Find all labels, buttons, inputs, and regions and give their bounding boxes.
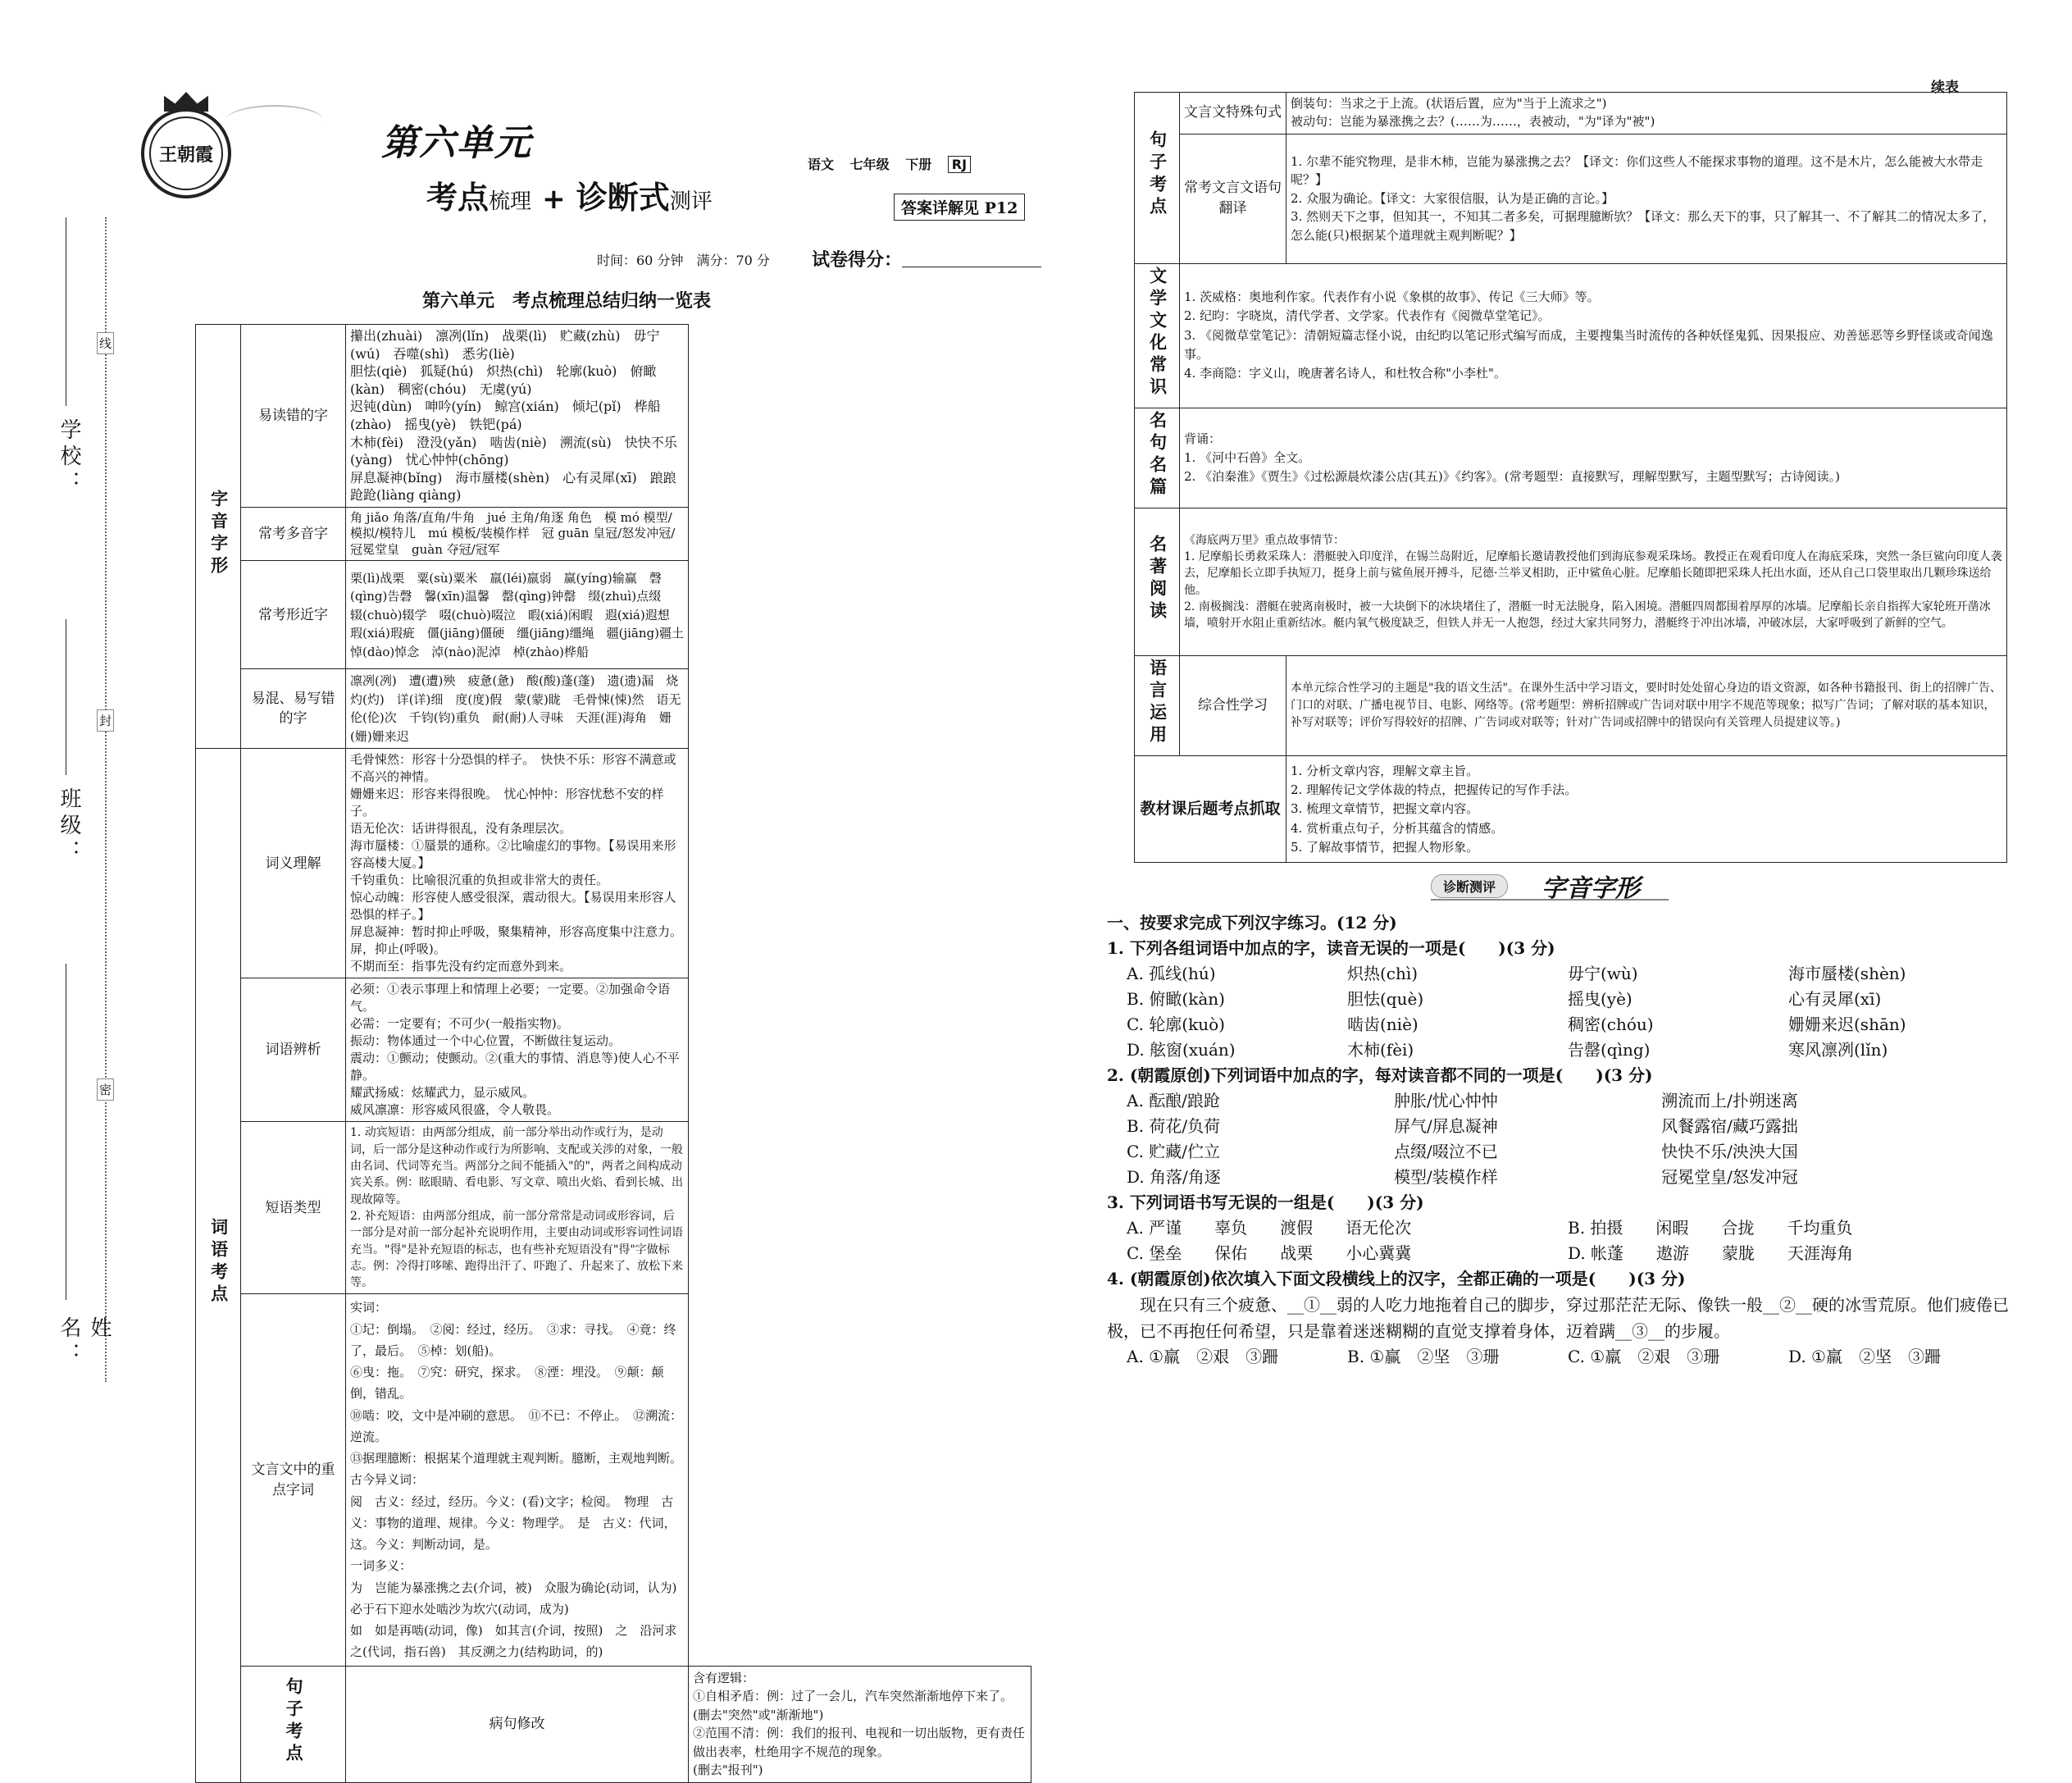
row-label-discrimination: 词语辨析 <box>241 978 346 1122</box>
row-content-confusable: 凛冽(冽) 遭(遭)殃 疲惫(惫) 酸(酸)蓬(蓬) 遗(遗)漏 烧灼(灼) 详(详)细 度(度)假 蒙(蒙)眬 毛骨悚(悚)然 语无伦(伦)次 千钧(钧)重负 耐(耐)人寻味 天涯(涯)海角 姗(姗)姗来迟 <box>346 669 689 749</box>
crown-icon <box>164 92 208 112</box>
heading-plus: + <box>542 183 566 216</box>
question-2: 2. (朝霞原创)下列词语中加点的字，每对读音都不同的一项是( )(3 分) <box>1107 1065 1653 1085</box>
continued-label: 续表 <box>1931 80 1959 96</box>
row-content-meanings: 毛骨悚然：形容十分恐惧的样子。 快快不乐：形容不满意或不高兴的神情。 姗姗来迟：形容来得很晚。 忧心忡忡：形容忧愁不安的样子。 语无伦次：话讲得很乱，没有条理层次。 海市蜃楼：①蜃景的通称。②比喻虚幻的事物。【易误用来形容高楼大厦。】 千钧重负：比喻很沉重的负担或非常大的责任。 惊心动魄：形容使人感受很深，震动很大。【易误用来形容人恐惧的样子。】 屏息凝神：暂时抑止呼吸，聚集精神，形容高度集中注意力。屏，抑止(呼吸)。 不期而至：指事先没有约定而意外到来。 <box>346 749 689 978</box>
row-content-discrimination: 必须：①表示事理上和情理上必要；一定要。②加强命令语气。 必需：一定要有；不可少(一般指实物)。 振动：物体通过一个中心位置，不断做往复运动。 震动：①颤动；使颤动。②(重大的事情、消息等)使人心不平静。 耀武扬威：炫耀武力，显示威风。 威风凛凛：形容威风很盛，令人敬畏。 <box>346 978 689 1122</box>
exam-time-score: 时间：60 分钟 满分：70 分 <box>597 253 770 268</box>
tag-volume: 下册 <box>905 157 932 172</box>
name-label: 姓名： <box>57 1316 112 1369</box>
unit-title: 第六单元 <box>381 122 532 164</box>
binding-margin <box>49 217 115 1382</box>
cat-language-use: 语言运用 <box>1135 656 1180 756</box>
question-4: 4. (朝霞原创)依次填入下面文段横线上的汉字，全都正确的一项是( )(3 分) <box>1107 1269 1686 1288</box>
cat-classics: 名著阅读 <box>1135 508 1180 656</box>
answer-reference: 答案详解见 P12 <box>894 194 1025 221</box>
row-label-classical-words: 文言文中的重点字词 <box>241 1294 346 1666</box>
row-content-readings: 攥出(zhuài) 凛冽(lǐn) 战栗(lì) 贮藏(zhù) 毋宁(wú) 吞噬(shì) 悉劣(liè) 胆怯(qiè) 狐疑(hú) 炽热(chì) 轮廓(kuò) 俯瞰(kàn) 稠密(chóu) 无虞(yú) 迟钝(dùn) 呻吟(yín) 鲸宫(xián) 倾圮(pǐ) 桦船(zhào) 摇曳(yè) 铁钯(pá) 木柿(fèi) 澄没(yǎn) 啮齿(niè) 溯流(sù) 快快不乐(yàng) 忧心忡忡(chōng) 屏息凝神(bǐng) 海市蜃楼(shèn) 心有灵犀(xī) 踉踉跄跄(liàng qiàng) <box>346 325 689 508</box>
class-label: 班级： <box>57 787 81 866</box>
cat-literature: 文学文化常识 <box>1135 263 1180 408</box>
row-label-readings: 易读错的字 <box>241 325 346 508</box>
q1-option-b[interactable]: B. 俯瞰(kàn) 胆怯(què) 摇曳(yè) 心有灵犀(xī) <box>1127 989 1882 1009</box>
subject-tags <box>808 154 971 173</box>
heading-zhenduanshi: 诊断式 <box>576 180 670 216</box>
row-label-meanings: 词义理解 <box>241 749 346 978</box>
row-label-sentence-fix: 病句修改 <box>346 1666 689 1782</box>
q1-option-d[interactable]: D. 舷窗(xuán) 木柿(fèi) 告罄(qìng) 寒风凛冽(lǐn) <box>1127 1040 1888 1060</box>
test-questions <box>1107 910 2009 1370</box>
q2-option-c[interactable]: C. 贮藏/伫立 点缀/啜泣不已 快快不乐/泱泱大国 <box>1127 1142 1798 1161</box>
row-content-textbook: 1. 分析文章内容，理解文章主旨。 2. 理解传记文学体裁的特点，把握传记的写作手法。 3. 梳理文章情节，把握文章内容。 4. 赏析重点句子，分析其蕴含的情感。 5. 了解故事情节，把握人物形象。 <box>1286 756 2007 863</box>
q3-options-cd[interactable]: C. 堡垒 保佑 战栗 小心冀冀 D. 帐蓬 遨游 蒙胧 天涯海角 <box>1127 1243 1854 1263</box>
row-label-similar-chars: 常考形近字 <box>241 561 346 669</box>
row-content-translation: 1. 尔辈不能究物理，是非木柿，岂能为暴涨携之去？【译文：你们这些人不能探求事物的道理。这不是木片，怎么能被大水带走呢？】 2. 众服为确论。【译文：大家很信服，认为是正确的言论。】 3. 然则天下之事，但知其一，不知其二者多矣，可据理臆断欤？【译文：那么天下的事，只了解其一、不了解其二的情况太多了，怎么能(只)根据某个道理就主观判断呢？】 <box>1286 134 2007 263</box>
cat-juzi: 句子考点 <box>241 1666 346 1782</box>
seal-mark-3: 密 <box>97 1078 114 1101</box>
row-content-special-sentences: 倒装句：当求之于上流。(状语后置，应为"当于上流求之") 被动句：岂能为暴涨携之去？(……为……，表被动，"为"译为"被") <box>1286 93 2007 135</box>
row-content-comprehensive: 本单元综合性学习的主题是"我的语文生活"。在课外生活中学习语文，要时时处处留心身边的语文资源，如各种书籍报刊、街上的招牌广告、门口的对联、广播电视节目、电影、网络等。(常考题型：辨析招牌或广告词对联中用字不规范等现象；拟写广告词；了解对联的基本知识，补写对联等；评价写得较好的招牌、广告词或对联等；针对广告词或招牌中的错误向有关管理人员提建议等。) <box>1286 656 2007 756</box>
row-content-famous-lines: 背诵： 1. 《河中石兽》全文。 2. 《泊秦淮》《贾生》《过松源晨炊漆公店(其五)》《约客》。(常考题型：直接默写，理解型默写，主题型默写；古诗阅读。) <box>1180 408 2007 508</box>
brand-logo-text: 王朝霞 <box>158 144 213 166</box>
test-badge: 诊断测评 <box>1431 874 1508 898</box>
q2-option-a[interactable]: A. 酝酿/踉跄 肿胀/忧心忡忡 溯流而上/扑朔迷离 <box>1127 1091 1798 1110</box>
q2-option-d[interactable]: D. 角落/角逐 模型/装模作样 冠冕堂皇/怒发冲冠 <box>1127 1167 1798 1187</box>
banner-underline <box>1431 899 1669 901</box>
summary-table <box>195 324 1031 1783</box>
row-label-confusable: 易混、易写错的字 <box>241 669 346 749</box>
seal-mark-2: 封 <box>97 709 114 732</box>
heading-ceping: 测评 <box>669 189 713 214</box>
summary-table-title: 第六单元 考点梳理总结归纳一览表 <box>422 291 712 312</box>
tag-subject: 语文 <box>808 157 835 172</box>
q2-option-b[interactable]: B. 荷花/负荷 屏气/屏息凝神 风餐露宿/藏巧露拙 <box>1127 1116 1798 1136</box>
row-content-phrase-types: 1. 动宾短语：由两部分组成，前一部分举出动作或行为，是动词，后一部分是这种动作或行为所影响、支配或关涉的对象，一般由名词、代词等充当。两部分之间不能插入"的"，两者之间构成动宾关系。例：眩眼睛、看电影、写文章、喷出火焰、看到长城、出现故障等。 2. 补充短语：由两部分组成，前一部分常常是动词或形容词，后一部分是对前一部分起补充说明作用，主要由动词或形容词性词语充当。"得"是补充短语的标志，也有些补充短语没有"得"字做标志。例：冷得打哆嗦、跑得出汗了、吓跑了、升起来了、放松下来等。 <box>346 1122 689 1294</box>
row-content-classical-words: 实词： ①圮：倒塌。 ②阅：经过，经历。 ③求：寻找。 ④竟：终了，最后。 ⑤棹：划(船)。 ⑥曳：拖。 ⑦究：研究，探求。 ⑧湮：埋没。 ⑨颠：颠倒，错乱。 ⑩啮：咬，文中是冲刷的意思。 ⑪不已：不停止。 ⑫溯流：逆流。 ⑬据理臆断：根据某个道理就主观判断。臆断，主观地判断。 古今异义词： 阅 古义：经过，经历。今义：(看)文字；检阅。 物理 古义：事物的道理、规律。今义：物理学。 是 古义：代词，这。今义：判断动词，是。 一词多义： 为 岂能为暴涨携之去(介词，被) 众服为确论(动词，认为) 必于石下迎水处啮沙为坎穴(动词，成为) 如 如是再啮(动词，像) 如其言(介词，按照) 之 沿河求之(代词，指石兽) 其反溯之力(结构助词，的) <box>346 1294 689 1666</box>
question-1: 1. 下列各组词语中加点的字，读音无误的一项是( )(3 分) <box>1107 938 1555 958</box>
row-label-phrase-types: 短语类型 <box>241 1122 346 1294</box>
row-content-literature: 1. 茨威格：奥地利作家。代表作有小说《象棋的故事》、传记《三大师》等。 2. 纪昀：字晓岚，清代学者、文学家。代表作有《阅微草堂笔记》。 3. 《阅微草堂笔记》：清朝短篇志怪小说，由纪昀以笔记形式编写而成，主要搜集当时流传的各种妖怪鬼狐、因果报应、劝善惩恶等乡野怪谈或奇闻逸事。 4. 李商隐：字义山，晚唐著名诗人，和杜牧合称"小李杜"。 <box>1180 263 2007 408</box>
cat-sentence: 句子考点 <box>1135 93 1180 264</box>
heading-shuli: 梳理 <box>489 189 532 214</box>
school-label: 学校： <box>57 418 81 497</box>
q1-option-c[interactable]: C. 轮廓(kuò) 啮齿(niè) 稠密(chóu) 姗姗来迟(shān) <box>1127 1015 1906 1034</box>
binding-dotted-line <box>105 217 107 1382</box>
row-label-polyphones: 常考多音字 <box>241 507 346 561</box>
part-one-heading: 一、按要求完成下列汉字练习。(12 分) <box>1107 913 1397 933</box>
q1-option-a[interactable]: A. 孤线(hú) 炽热(chì) 毋宁(wù) 海市蜃楼(shèn) <box>1127 964 1906 983</box>
tag-grade: 七年级 <box>849 157 890 172</box>
q4-passage: 现在只有三个疲惫、__①__弱的人吃力地拖着自己的脚步，穿过那茫茫无际、像铁一般__②__硬的冰雪荒原。他们疲倦已极，已不再抱任何希望，只是靠着迷迷糊糊的直觉支撑着身体，迈着蹒__③__的步履。 <box>1107 1295 2009 1341</box>
cat-zhiyin: 字音字形 <box>196 325 241 749</box>
tag-edition: RJ <box>948 156 971 173</box>
row-label-comprehensive: 综合性学习 <box>1180 656 1286 756</box>
test-section-banner <box>1431 868 1677 902</box>
row-content-polyphones: 角 jiǎo 角落/直角/牛角 jué 主角/角逐 角色 模 mó 模型/模拟/模特儿 mú 模板/装模作样 冠 guān 皇冠/怒发冲冠/冠冕堂皇 guàn 夺冠/冠军 <box>346 507 689 561</box>
brand-logo <box>141 108 231 198</box>
row-label-textbook: 教材课后题考点抓取 <box>1135 756 1286 863</box>
q4-options[interactable]: A. ①羸 ②艰 ③跚 B. ①赢 ②坚 ③珊 C. ①羸 ②艰 ③珊 D. ①羸 ②坚 ③跚 <box>1127 1347 1941 1366</box>
q3-options-ab[interactable]: A. 严谨 辜负 渡假 语无伦次 B. 拍摄 闲暇 合拢 千均重负 <box>1127 1218 1853 1238</box>
continued-table <box>1134 92 2007 863</box>
row-content-classics: 《海底两万里》重点故事情节： 1. 尼摩船长勇救采珠人：潜艇驶入印度洋，在锡兰岛附近，尼摩船长邀请教授他们到海底参观采珠场。教授正在观看印度人在海底采珠，突然一条巨鲨向印度人袭去，尼摩船长立即手执短刀，挺身上前与鲨鱼展开搏斗，尼德·兰举叉相助，正中鲨鱼心脏。尼摩船长随即把采珠人托出水面，还从自己口袋里取出几颗珍珠送给他。 2. 南极搁浅：潜艇在驶离南极时，被一大块倒下的冰块堵住了，潜艇一时无法脱身，陷入困境。潜艇四周都围着厚厚的冰墙。尼摩船长亲自指挥大家轮班开凿冰墙，喷射开水阻止重新结冰。艇内氧气极度缺乏，但铁人并无一人抱怨，经过大家共同努力，潜艇终于冲出冰墙，冲破冰层，大家呼吸到了新鲜的空气。 <box>1180 508 2007 656</box>
question-3: 3. 下列词语书写无误的一组是( )(3 分) <box>1107 1192 1424 1212</box>
seal-mark-1: 线 <box>97 332 114 354</box>
ribbon-decoration <box>225 105 324 136</box>
row-content-similar-chars: 栗(lì)战栗 粟(sù)粟米 羸(léi)羸弱 赢(yíng)输赢 磬(qìng)告磬 馨(xīn)温馨 罄(qìng)钟罄 缀(zhuì)点缀 辍(chuò)辍学 啜(chuò)啜泣 暇(xiá)闲暇 遐(xiá)遐想 瑕(xiá)瑕疵 僵(jiāng)僵硬 缰(jiāng)缰绳 疆(jiāng)疆土 悼(dào)悼念 淖(nào)泥淖 棹(zhào)桦船 <box>346 561 689 669</box>
row-content-sentence-fix: 含有逻辑： ①自相矛盾：例：过了一会儿，汽车突然渐渐地停下来了。(删去"突然"或"渐渐地") ②范围不清：例：我们的报刊、电视和一切出版物，更有责任做出表率，杜绝用字不规范的现象。 (删去"报刊") <box>689 1666 1031 1782</box>
score-label: 试卷得分： <box>812 250 903 271</box>
test-title: 字音字形 <box>1541 874 1640 903</box>
row-label-special-sentences: 文言文特殊句式 <box>1180 93 1286 135</box>
row-label-translation: 常考文言文语句翻译 <box>1180 134 1286 263</box>
heading-kaodian: 考点 <box>426 180 490 216</box>
cat-ciyu: 词语考点 <box>196 749 241 1782</box>
page-heading <box>426 172 713 217</box>
cat-famous-lines: 名句名篇 <box>1135 408 1180 508</box>
